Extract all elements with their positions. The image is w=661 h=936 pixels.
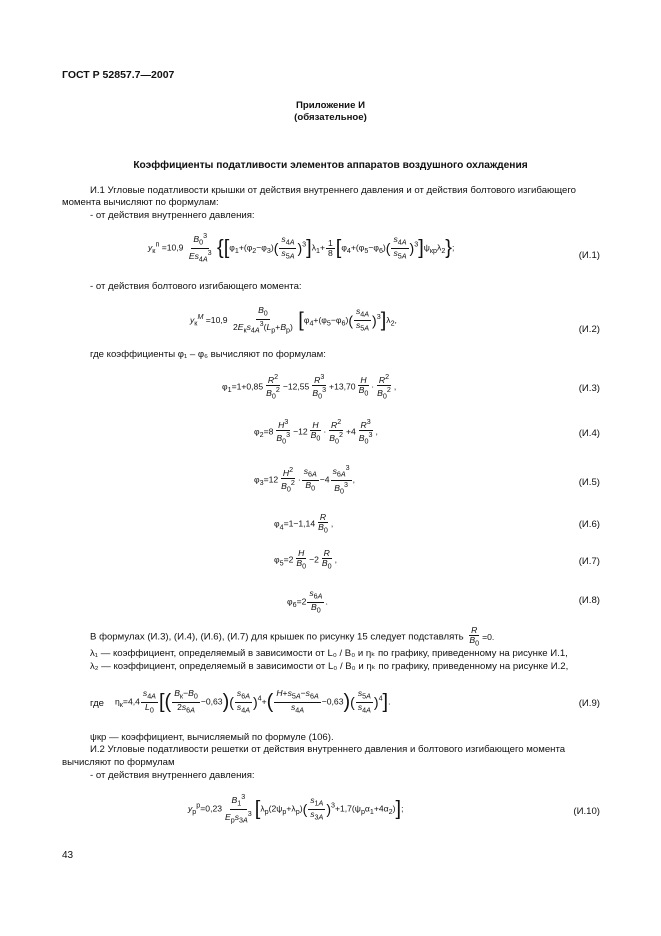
paragraph-1 <box>90 184 600 197</box>
formula-5-number: (И.5) <box>578 477 600 488</box>
formula-8-number: (И.8) <box>578 595 600 606</box>
formula-10: $y_р^р=0,23$ $\frac{B_1^3}{E_рs_{3A}^3}$ [$\lambda_р(2\psi_р+\lambda_р)$( $\frac{s_{1A}}{s_{3A}}$ )$^3+1,7(\psi_р\alpha_1+4\alpha_2)$]; <box>188 793 404 825</box>
psi-kr-definition: ψкр — коэффициент, вычисляемый по формуле (106). <box>90 732 334 743</box>
substitute-formula: $\frac{R}{B_0}$ =0. <box>469 625 495 648</box>
appendix-status: (обязательное) <box>294 112 367 123</box>
formula-9: $\eta_к=4,4$ $\frac{s_{4A}}{L_0}$ [( $\frac{B_к-B_0}{2s_{6A}}$ −0,63)( $\frac{s_{6A}}{s_{4A}}$ )$^4$+( $\frac{H+s_{5A}-s_{6A}}{s_{4A}}$ −0,63)( $\frac{s_{5A}}{s_{4A}}$ )$^4$]. <box>115 688 391 715</box>
formula-4: $\varphi_2=8$ $\frac{H^3}{B_0^3}$ −12 $\frac{H}{B_0}$ · $\frac{R^2}{B_0^2}$ +4 $\frac{R^3}{B_0^3}$ , <box>254 418 378 446</box>
appendix-title: Приложение И <box>296 100 365 111</box>
formula-4-number: (И.4) <box>578 428 600 439</box>
formula-2-number: (И.2) <box>578 324 600 335</box>
formula-7: $\varphi_5=2$ $\frac{H}{B_0}$ −2 $\frac{R}{B_0}$ , <box>274 548 338 571</box>
bolt-moment-label: - от действия болтового изгибающего момента: <box>90 281 302 292</box>
formula-6-number: (И.6) <box>578 519 600 530</box>
formula-3: $\varphi_1=1+0,85$ $\frac{R^2}{B_0^2}$ −12,55 $\frac{R^3}{B_0^3}$ +13,70 $\frac{H}{B_0}$ · $\frac{R^2}{B_0^2}$ , <box>222 373 397 401</box>
where-label: где <box>90 698 105 709</box>
formula-8: $\varphi_6=2$ $\frac{s_{6A}}{B_0}$ . <box>287 588 328 615</box>
paragraph-2-line-2: вычисляют по формулам <box>62 757 175 768</box>
formula-6: $\varphi_4=1-1,14$ $\frac{R}{B_0}$ , <box>274 512 334 535</box>
lambda-2-definition: λ₂ — коэффициент, определяемый в зависимости от L₀ / B₀ и ηₖ по графику, приведенному на рисунке И.2, <box>90 661 569 672</box>
coefficients-intro: где коэффициенты φ₁ – φ₆ вычисляют по формулам: <box>90 349 326 360</box>
document-id: ГОСТ Р 52857.7—2007 <box>62 69 175 81</box>
internal-pressure-label-2: - от действия внутреннего давления: <box>90 770 255 781</box>
paragraph-1-line-1: И.1 Угловые податливости крышки от действия внутреннего давления и от действия болтового изгибающего <box>90 185 576 196</box>
paragraph-2-line-1: И.2 Угловые податливости решетки от действия внутреннего давления и болтового изгибающего момента <box>90 744 566 755</box>
section-title: Коэффициенты податливости элементов аппаратов воздушного охлаждения <box>133 160 528 171</box>
formula-10-number: (И.10) <box>573 806 600 817</box>
formula-1: $y_к^п =10,9$ $\frac{B_0^3}{Es_{4A}^3}$ {[$\varphi_1+(\varphi_2-\varphi_3)$( $\frac{s_{4A}}{s_{5A}}$ )$^3]\lambda_1+$ $\frac{1}{8}$ [$\varphi_4+(\varphi_5-\varphi_6)$( $\frac{s_{4A}}{s_{5A}}$ )$^3]\psi_{кр}\lambda_2$}; <box>148 232 455 264</box>
formula-2: $y_к^M =10,9$ $\frac{B_0}{2E_кs_{4A}^3(L_р+B_р)}$ [$\varphi_4+(\varphi_5-\varphi_6)$( $\frac{s_{4A}}{s_{5A}}$ )$^3]\lambda_2$, <box>190 305 397 335</box>
substitute-text <box>90 626 494 649</box>
formula-9-number: (И.9) <box>578 698 600 709</box>
formula-7-number: (И.7) <box>578 556 600 567</box>
formula-5: $\varphi_3=12$ $\frac{H^2}{B_0^2}$ · $\frac{s_{6A}}{B_0}$ −4 $\frac{s_{6A}^3}{B_0^3}$ , <box>254 464 356 496</box>
paragraph-1-line-2: момента вычисляют по формулам: <box>62 197 219 208</box>
page-number: 43 <box>62 850 74 861</box>
formula-3-number: (И.3) <box>578 383 600 394</box>
substitute-label: В формулах (И.3), (И.4), (И.6), (И.7) для крышек по рисунку 15 следует подставлять <box>90 631 464 643</box>
internal-pressure-label: - от действия внутреннего давления: <box>90 210 255 221</box>
formula-1-number: (И.1) <box>578 250 600 261</box>
lambda-1-definition: λ₁ — коэффициент, определяемый в зависимости от L₀ / B₀ и ηₖ по графику, приведенному на рисунке И.1, <box>90 648 568 659</box>
